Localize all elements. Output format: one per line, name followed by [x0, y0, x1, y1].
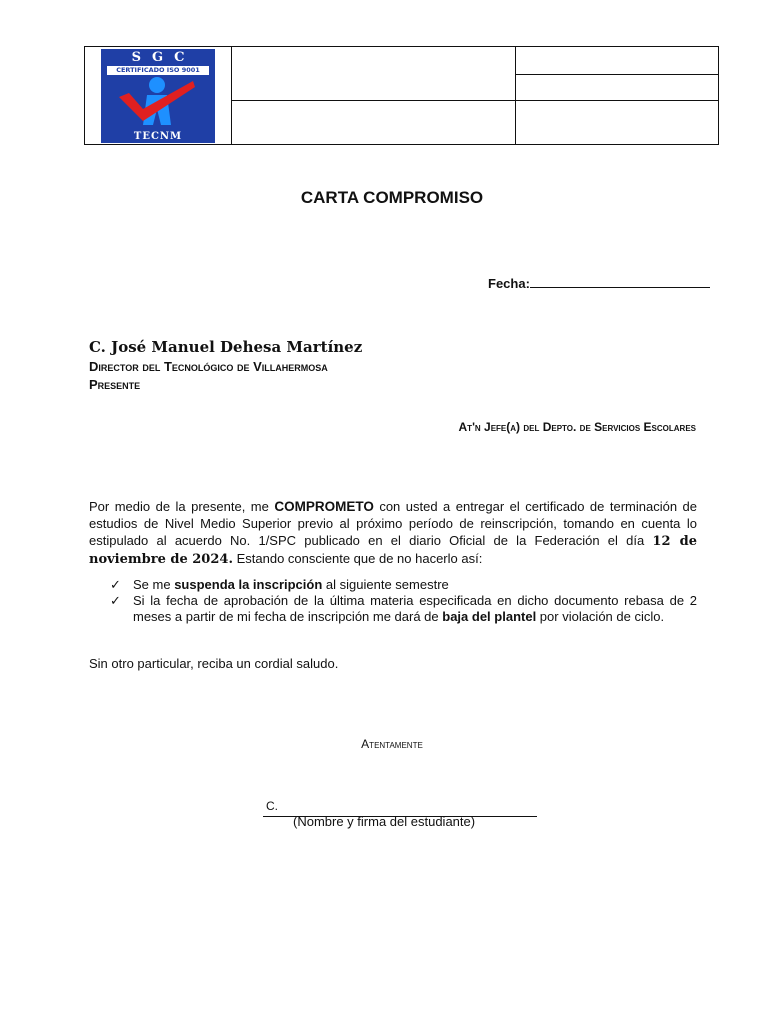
bullet1-text-pre: Se me [133, 577, 175, 592]
checkmark-icon: ✓ [110, 577, 121, 592]
bullet2-text-post: por violación de ciclo. [536, 609, 665, 624]
header-cell-bottom-middle [232, 101, 516, 145]
addressee-presente: Presente [89, 377, 141, 392]
header-cell-right-3 [516, 101, 719, 145]
logo-top-text: SGC [131, 49, 196, 65]
signature-prefix: C. [266, 799, 278, 813]
commitment-paragraph [89, 498, 697, 568]
paragraph-text-3: Estando consciente que de no hacerlo así: [232, 551, 483, 566]
bullet1-bold: suspenda la inscripción [174, 577, 323, 592]
closing-line: Sin otro particular, reciba un cordial saludo. [89, 656, 339, 671]
date-blank-line [530, 275, 710, 288]
document-title: CARTA COMPROMISO [300, 188, 484, 207]
logo-cell [85, 47, 232, 145]
bullet2-text-pre: Si la fecha de aprobación de la última materia especificada en dicho documento rebasa de 2 meses a partir de mi fecha de inscripción me dará de [133, 593, 697, 624]
bullet2-bold: baja del plantel [442, 609, 537, 624]
addressee-name: C. José Manuel Dehesa Martínez [89, 338, 363, 356]
header-cell-right-1 [516, 47, 719, 75]
addressee-position: Director del Tecnológico de Villahermosa [89, 359, 328, 374]
header-cell-top-middle [232, 47, 516, 101]
list-item [110, 577, 697, 593]
paragraph-bold-date: 12 de noviembre de 2024. [89, 534, 697, 567]
bullet1-text-post: al siguiente semestre [322, 577, 449, 592]
logo-band-text: CERTIFICADO ISO 9001 [107, 66, 209, 75]
paragraph-text-2: con usted a entregar el certificado de terminación de estudios de Nivel Medio Superior previo al próximo período de reinscripción, tomando en cuenta lo estipulado al acuerdo No. 1/SPC publicado en el diario Oficial de la Federación el día [89, 499, 697, 548]
paragraph-bold-comprometo: COMPROMETO [274, 499, 374, 514]
signature-caption: (Nombre y firma del estudiante) [293, 814, 476, 829]
addressee-block [89, 338, 362, 394]
paragraph-text-1: Por medio de la presente, me [89, 499, 275, 514]
sgc-tecnm-logo [101, 49, 215, 143]
attention-line: At'n Jefe(a) del Depto. de Servicios Escolares [458, 420, 696, 434]
header-table [84, 46, 719, 145]
date-label: Fecha: [488, 276, 530, 291]
logo-bottom-text: TECNM [133, 130, 183, 142]
consequences-list [110, 577, 697, 625]
header-cell-right-2 [516, 75, 719, 101]
list-item [110, 593, 697, 625]
atentamente-label: Atentamente [361, 737, 423, 751]
date-field [488, 275, 710, 291]
checkmark-icon: ✓ [110, 593, 121, 608]
check-figure-icon [115, 75, 201, 127]
